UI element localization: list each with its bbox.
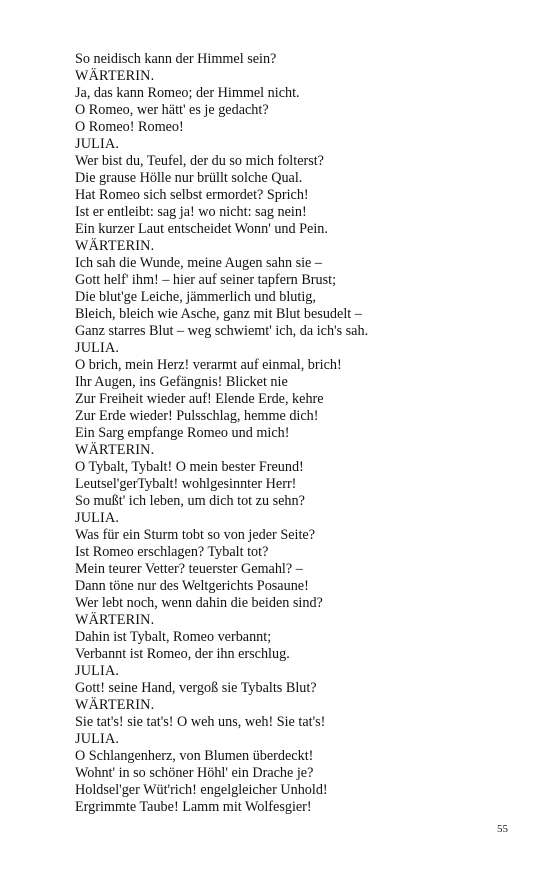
verse-line: Ein kurzer Laut entscheidet Wonn' und Pein. — [75, 221, 328, 237]
verse-line: Ist er entleibt: sag ja! wo nicht: sag nein! — [75, 204, 307, 220]
verse-line: Bleich, bleich wie Asche, ganz mit Blut besudelt – — [75, 306, 362, 322]
verse-line: Dahin ist Tybalt, Romeo verbannt; — [75, 629, 272, 645]
verse-line: Was für ein Sturm tobt so von jeder Seite? — [75, 527, 315, 543]
verse-line: O brich, mein Herz! verarmt auf einmal, brich! — [75, 357, 342, 373]
verse-line: Die blut'ge Leiche, jämmerlich und blutig, — [75, 289, 316, 305]
speaker-name: WÄRTERIN. — [75, 697, 155, 713]
speaker-name: JULIA. — [75, 340, 120, 356]
verse-line: Verbannt ist Romeo, der ihn erschlug. — [75, 646, 290, 662]
verse-line: Sie tat's! sie tat's! O weh uns, weh! Sie tat's! — [75, 714, 326, 730]
verse-line: O Romeo, wer hätt' es je gedacht? — [75, 102, 269, 118]
verse-line: Ist Romeo erschlagen? Tybalt tot? — [75, 544, 269, 560]
verse-line: O Romeo! Romeo! — [75, 119, 184, 135]
speaker-name: JULIA. — [75, 731, 120, 747]
speaker-name: WÄRTERIN. — [75, 238, 155, 254]
verse-line: Dann töne nur des Weltgerichts Posaune! — [75, 578, 309, 594]
speaker-name: JULIA. — [75, 510, 120, 526]
verse-line: Die grause Hölle nur brüllt solche Qual. — [75, 170, 303, 186]
verse-line: Hat Romeo sich selbst ermordet? Sprich! — [75, 187, 309, 203]
speaker-name: WÄRTERIN. — [75, 442, 155, 458]
verse-line: Gott! seine Hand, vergoß sie Tybalts Blut? — [75, 680, 317, 696]
speaker-name: WÄRTERIN. — [75, 612, 155, 628]
page-number: 55 — [497, 823, 508, 835]
speaker-name: JULIA. — [75, 136, 120, 152]
verse-line: Wohnt' in so schöner Höhl' ein Drache je? — [75, 765, 314, 781]
verse-line: So mußt' ich leben, um dich tot zu sehn? — [75, 493, 305, 509]
play-text — [75, 51, 515, 816]
verse-line: Ein Sarg empfange Romeo und mich! — [75, 425, 290, 441]
verse-line: Zur Erde wieder! Pulsschlag, hemme dich! — [75, 408, 319, 424]
verse-line: Wer lebt noch, wenn dahin die beiden sind? — [75, 595, 323, 611]
verse-line: Ergrimmte Taube! Lamm mit Wolfesgier! — [75, 799, 312, 815]
verse-line: Ich sah die Wunde, meine Augen sahn sie – — [75, 255, 322, 271]
verse-line: Ihr Augen, ins Gefängnis! Blicket nie — [75, 374, 288, 390]
verse-line: Wer bist du, Teufel, der du so mich folterst? — [75, 153, 324, 169]
verse-line: Holdsel'ger Wüt'rich! engelgleicher Unhold! — [75, 782, 328, 798]
verse-line: Leutsel'gerTybalt! wohlgesinnter Herr! — [75, 476, 297, 492]
verse-line: Ja, das kann Romeo; der Himmel nicht. — [75, 85, 300, 101]
verse-line: So neidisch kann der Himmel sein? — [75, 51, 277, 67]
verse-line: Zur Freiheit wieder auf! Elende Erde, kehre — [75, 391, 324, 407]
speaker-name: WÄRTERIN. — [75, 68, 155, 84]
verse-line: Gott helf' ihm! – hier auf seiner tapfern Brust; — [75, 272, 337, 288]
verse-line: Mein teurer Vetter? teuerster Gemahl? – — [75, 561, 303, 577]
verse-line: Ganz starres Blut – weg schwiemt' ich, da ich's sah. — [75, 323, 369, 339]
verse-line: O Tybalt, Tybalt! O mein bester Freund! — [75, 459, 304, 475]
verse-line: O Schlangenherz, von Blumen überdeckt! — [75, 748, 314, 764]
speaker-name: JULIA. — [75, 663, 120, 679]
